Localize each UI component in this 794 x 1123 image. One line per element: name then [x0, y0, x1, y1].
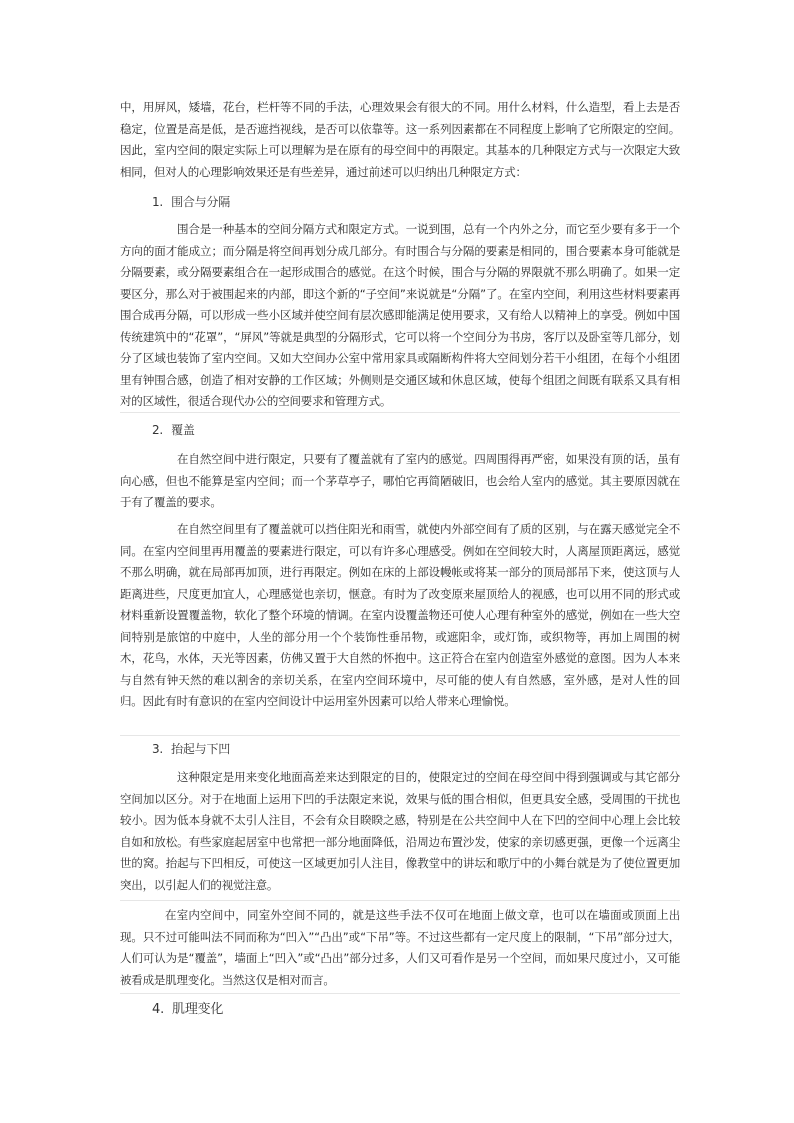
paragraph-covering-2: 在自然空间里有了覆盖就可以挡住阳光和雨雪，就使内外部空间有了质的区别，与在露天感觉完全不同。在室内空间里再用覆盖的要素进行限定，可以有许多心理感受。例如在空间较大时，人离屋顶距离远，感觉不那么明确，就在局部再加顶，进行再限定。例如在床的上部设幔帐或将某一部分的顶局部吊下来，使这顶与人距离进些，尺度更加宜人，心理感觉也亲切，惬意。有时为了改变原来屋顶给人的视感，也可以用不同的形式或材料重新设置覆盖物，软化了整个环境的情调。在室内设覆盖物还可使人心理有种室外的感觉，例如在一些大空间特别是旅馆的中庭中，人坐的部分用一个个装饰性垂吊物，或遮阳伞，或灯饰，或织物等，再加上周围的树木，花鸟，水体，天光等因素，仿佛又置于大自然的怀抱中。这正符合在室内创造室外感觉的意图。因为人本来与自然有钟天然的难以割舍的亲切关系，在室内空间环境中，尽可能的使人有自然感，室外感，是对人性的回归。因此有时有意识的在室内空间设计中运用室外因素可以给人带来心理愉悦。: [120, 522, 680, 708]
section-title: 抬起与下凹: [171, 742, 231, 756]
divider: [120, 993, 680, 994]
section-heading-3: [152, 739, 230, 759]
section-heading-2: [152, 420, 195, 440]
section-number: 1.: [152, 195, 164, 209]
intro-paragraph: 中，用屏风，矮墙，花台，栏杆等不同的手法，心理效果会有很大的不同。用什么材料，什么造型，看上去是否稳定，位置是高是低，是否遮挡视线，是否可以依靠等。这一系列因素都在不同程度上影响了它所限定的空间。因此，室内空间的限定实际上可以理解为是在原有的母空间中的再限定。其基本的几种限定方式与一次限定大致相同，但对人的心理影响效果还是有些差异，通过前述可以归纳出几种限定方式：: [120, 100, 680, 179]
divider: [120, 412, 680, 413]
section-number: 3.: [152, 742, 164, 756]
section-title: 肌理变化: [172, 1002, 224, 1017]
section-heading-1: [152, 192, 230, 212]
section-title: 围合与分隔: [171, 195, 231, 209]
divider: [120, 735, 680, 736]
paragraph-enclosure: 围合是一种基本的空间分隔方式和限定方式。一说到围，总有一个内外之分，而它至少要有多于一个方向的面才能成立；而分隔是将空间再划分成几部分。有时围合与分隔的要素是相同的，围合要素本身可能就是分隔要素，或分隔要素组合在一起形成围合的感觉。在这个时候，围合与分隔的界限就不那么明确了。如果一定要区分，那么对于被围起来的内部，即这个新的“子空间”来说就是“分隔”了。在室内空间，利用这些材料要素再围合成再分隔，可以形成一些小区域并使空间有层次感即能满足使用要求，又有给人以精神上的享受。例如中国传统建筑中的“花罩”，“屏风”等就是典型的分隔形式，它可以将一个空间分为书房，客厅以及卧室等几部分，划分了区域也装饰了室内空间。又如大空间办公室中常用家具或隔断构件将大空间划分若干小组团，在每个小组团里有钟围合感，创造了相对安静的工作区域；外侧则是交通区域和休息区域，使每个组团之间既有联系又具有相对的区域性，很适合现代办公的空间要求和管理方式。: [120, 222, 680, 408]
paragraph-covering-1: 在自然空间中进行限定，只要有了覆盖就有了室内的感觉。四周围得再严密，如果没有顶的话，虽有向心感，但也不能算是室内空间；而一个茅草亭子，哪怕它再简陋破旧，也会给人室内的感觉。其主要原因就在于有了覆盖的要求。: [120, 452, 680, 509]
section-title: 覆盖: [171, 423, 195, 437]
divider: [120, 900, 680, 901]
section-number: 2.: [152, 423, 164, 437]
section-heading-4: [152, 1000, 223, 1020]
section-number: 4.: [152, 1002, 165, 1017]
paragraph-raise-sink: 这种限定是用来变化地面高差来达到限定的目的，使限定过的空间在母空间中得到强调或与其它部分空间加以区分。对于在地面上运用下凹的手法限定来说，效果与低的围合相似，但更具安全感，受周围的干扰也较小。因为低本身就不太引人注目，不会有众目睽睽之感，特别是在公共空间中人在下凹的空间中心理上会比较自如和放松。有些家庭起居室中也常把一部分地面降低，沿周边布置沙发，使家的亲切感更强，更像一个远离尘世的窝。抬起与下凹相反，可使这一区域更加引人注目，像教堂中的讲坛和歌厅中的小舞台就是为了使位置更加突出，以引起人们的视觉注意。: [120, 770, 680, 892]
paragraph-walls-ceiling: 在室内空间中，同室外空间不同的，就是这些手法不仅可在地面上做文章，也可以在墙面或顶面上出现。只不过可能叫法不同而称为“凹入”“凸出”或“下吊”等。不过这些都有一定尺度上的限制，“下吊”部分过大，人们可认为是“覆盖”，墙面上“凹入”或“凸出”部分过多，人们又可看作是另一个空间，而如果尺度过小，又可能被看成是肌理变化。当然这仅是相对而言。: [120, 908, 680, 987]
